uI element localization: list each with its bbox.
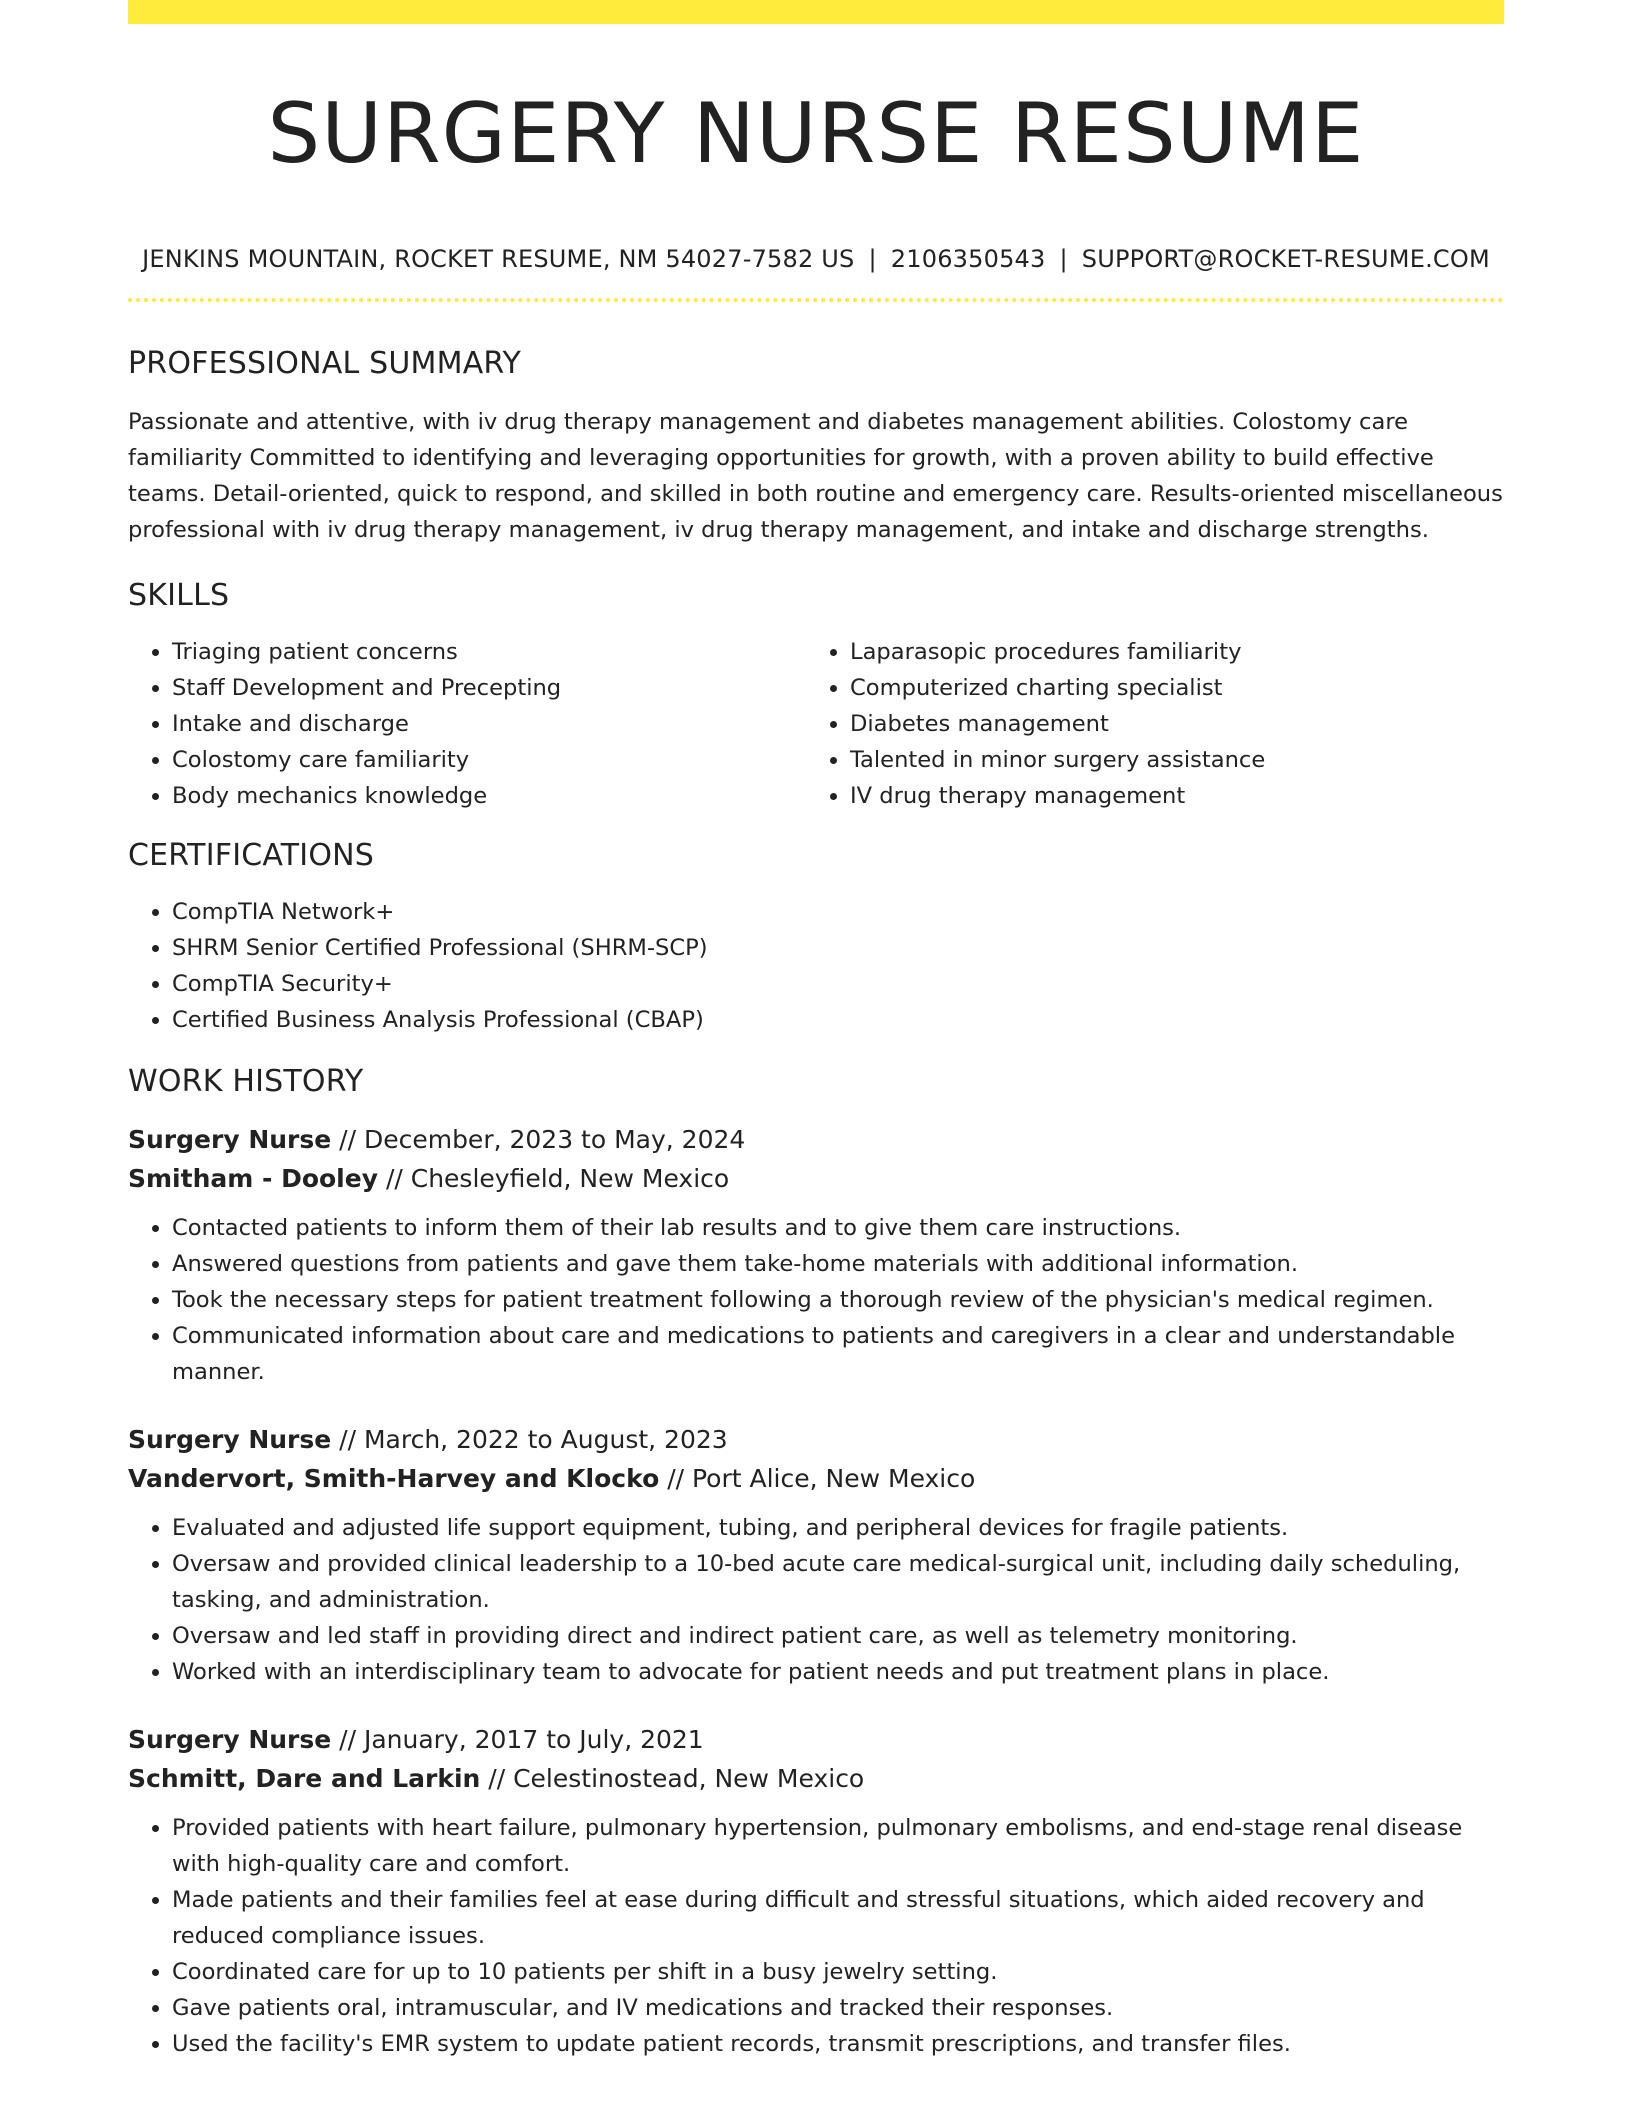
skills-right-list — [806, 634, 1484, 814]
job-bullet: • Oversaw and led staff in providing direct and indirect patient care, as well as telemetry monitoring. — [172, 1618, 1504, 1654]
job-bullet: • Made patients and their families feel at ease during difficult and stressful situations, which aided recovery and reduced compliance issues. — [172, 1882, 1504, 1954]
address: JENKINS MOUNTAIN, ROCKET RESUME, NM 54027-7582 US — [142, 245, 855, 273]
contact-separator: | — [868, 245, 877, 273]
skills-columns — [128, 634, 1504, 814]
job-bullet: • Worked with an interdisciplinary team to advocate for patient needs and put treatment plans in place. — [172, 1654, 1504, 1690]
skill-item: • Computerized charting specialist — [850, 670, 1484, 706]
job-bullet: • Took the necessary steps for patient treatment following a thorough review of the physician's medical regimen. — [172, 1282, 1504, 1318]
job-company-line — [128, 1759, 1504, 1798]
job-bullet: • Oversaw and provided clinical leadership to a 10-bed acute care medical-surgical unit, including daily scheduling, tasking, and administration. — [172, 1546, 1504, 1618]
job-company-line — [128, 1159, 1504, 1198]
job-bullet: • Provided patients with heart failure, pulmonary hypertension, pulmonary embolisms, and end-stage renal disease with high-quality care and comfort. — [172, 1810, 1504, 1882]
certification-item: • Certified Business Analysis Professional (CBAP) — [172, 1002, 1504, 1038]
job-bullet: • Answered questions from patients and gave them take-home materials with additional information. — [172, 1246, 1504, 1282]
skill-item: • Triaging patient concerns — [172, 634, 806, 670]
job-bullet: • Communicated information about care and medications to patients and caregivers in a clear and understandable manner. — [172, 1318, 1504, 1390]
certification-item: • CompTIA Network+ — [172, 894, 1504, 930]
job-bullet: • Evaluated and adjusted life support equipment, tubing, and peripheral devices for fragile patients. — [172, 1510, 1504, 1546]
job-bullets — [128, 1210, 1504, 1390]
job-company: Vandervort, Smith-Harvey and Klocko — [128, 1464, 660, 1493]
job-divider: // — [378, 1164, 411, 1193]
skill-item: • Body mechanics knowledge — [172, 778, 806, 814]
certifications-heading: CERTIFICATIONS — [128, 838, 375, 873]
job-entry — [128, 1720, 1504, 2062]
job-divider: // — [659, 1464, 692, 1493]
top-accent-bar — [128, 0, 1504, 24]
work-history-heading: WORK HISTORY — [128, 1064, 364, 1099]
job-title-line — [128, 1120, 1504, 1159]
job-bullets — [128, 1510, 1504, 1690]
job-company-line — [128, 1459, 1504, 1498]
email: SUPPORT@ROCKET-RESUME.COM — [1081, 245, 1490, 273]
skill-item: • Laparasopic procedures familiarity — [850, 634, 1484, 670]
summary-heading: PROFESSIONAL SUMMARY — [128, 346, 522, 381]
job-location: Chesleyfield, New Mexico — [410, 1164, 730, 1193]
skill-item: • IV drug therapy management — [850, 778, 1484, 814]
job-title: Surgery Nurse — [128, 1425, 332, 1454]
contact-line — [128, 244, 1504, 274]
skill-item: • Colostomy care familiarity — [172, 742, 806, 778]
header-divider — [128, 298, 1504, 302]
certification-item: • SHRM Senior Certified Professional (SHRM-SCP) — [172, 930, 1504, 966]
resume-title: SURGERY NURSE RESUME — [267, 85, 1365, 182]
job-location: Port Alice, New Mexico — [692, 1464, 976, 1493]
certification-item: • CompTIA Security+ — [172, 966, 1504, 1002]
skill-item: • Diabetes management — [850, 706, 1484, 742]
skill-item: • Intake and discharge — [172, 706, 806, 742]
resume-page — [128, 0, 1504, 2062]
job-divider: // — [331, 1425, 364, 1454]
contact-separator: | — [1059, 245, 1068, 273]
job-bullet: • Contacted patients to inform them of their lab results and to give them care instructions. — [172, 1210, 1504, 1246]
job-company: Smitham - Dooley — [128, 1164, 378, 1193]
job-entry — [128, 1120, 1504, 1390]
phone: 2106350543 — [890, 245, 1046, 273]
skill-item: • Talented in minor surgery assistance — [850, 742, 1484, 778]
job-divider: // — [331, 1125, 364, 1154]
job-bullets — [128, 1810, 1504, 2062]
job-title-line — [128, 1720, 1504, 1759]
skill-item: • Staff Development and Precepting — [172, 670, 806, 706]
job-bullet: • Used the facility's EMR system to update patient records, transmit prescriptions, and transfer files. — [172, 2026, 1504, 2062]
job-entry — [128, 1420, 1504, 1690]
job-divider: // — [480, 1764, 514, 1793]
skills-heading: SKILLS — [128, 578, 230, 613]
summary-text: Passionate and attentive, with iv drug therapy management and diabetes management abilities. Colostomy care familiarity Committed to identifying and leveraging opportunities for growth, with a proven ability to build effective teams. Detail-oriented, quick to respond, and skilled in both routine and emergency care. Results-oriented miscellaneous professional with iv drug therapy management, iv drug therapy management, and intake and discharge strengths. — [128, 409, 1503, 543]
job-title: Surgery Nurse — [128, 1125, 332, 1154]
certifications-list — [128, 894, 1504, 1038]
job-dates: January, 2017 to July, 2021 — [363, 1725, 704, 1754]
job-dates: March, 2022 to August, 2023 — [363, 1425, 728, 1454]
job-title-line — [128, 1420, 1504, 1459]
job-dates: December, 2023 to May, 2024 — [363, 1125, 746, 1154]
job-bullet: • Gave patients oral, intramuscular, and IV medications and tracked their responses. — [172, 1990, 1504, 2026]
job-divider: // — [331, 1725, 364, 1754]
job-location: Celestinostead, New Mexico — [513, 1764, 865, 1793]
job-bullet: • Coordinated care for up to 10 patients per shift in a busy jewelry setting. — [172, 1954, 1504, 1990]
skills-left-list — [128, 634, 806, 814]
job-company: Schmitt, Dare and Larkin — [128, 1764, 481, 1793]
job-title: Surgery Nurse — [128, 1725, 332, 1754]
